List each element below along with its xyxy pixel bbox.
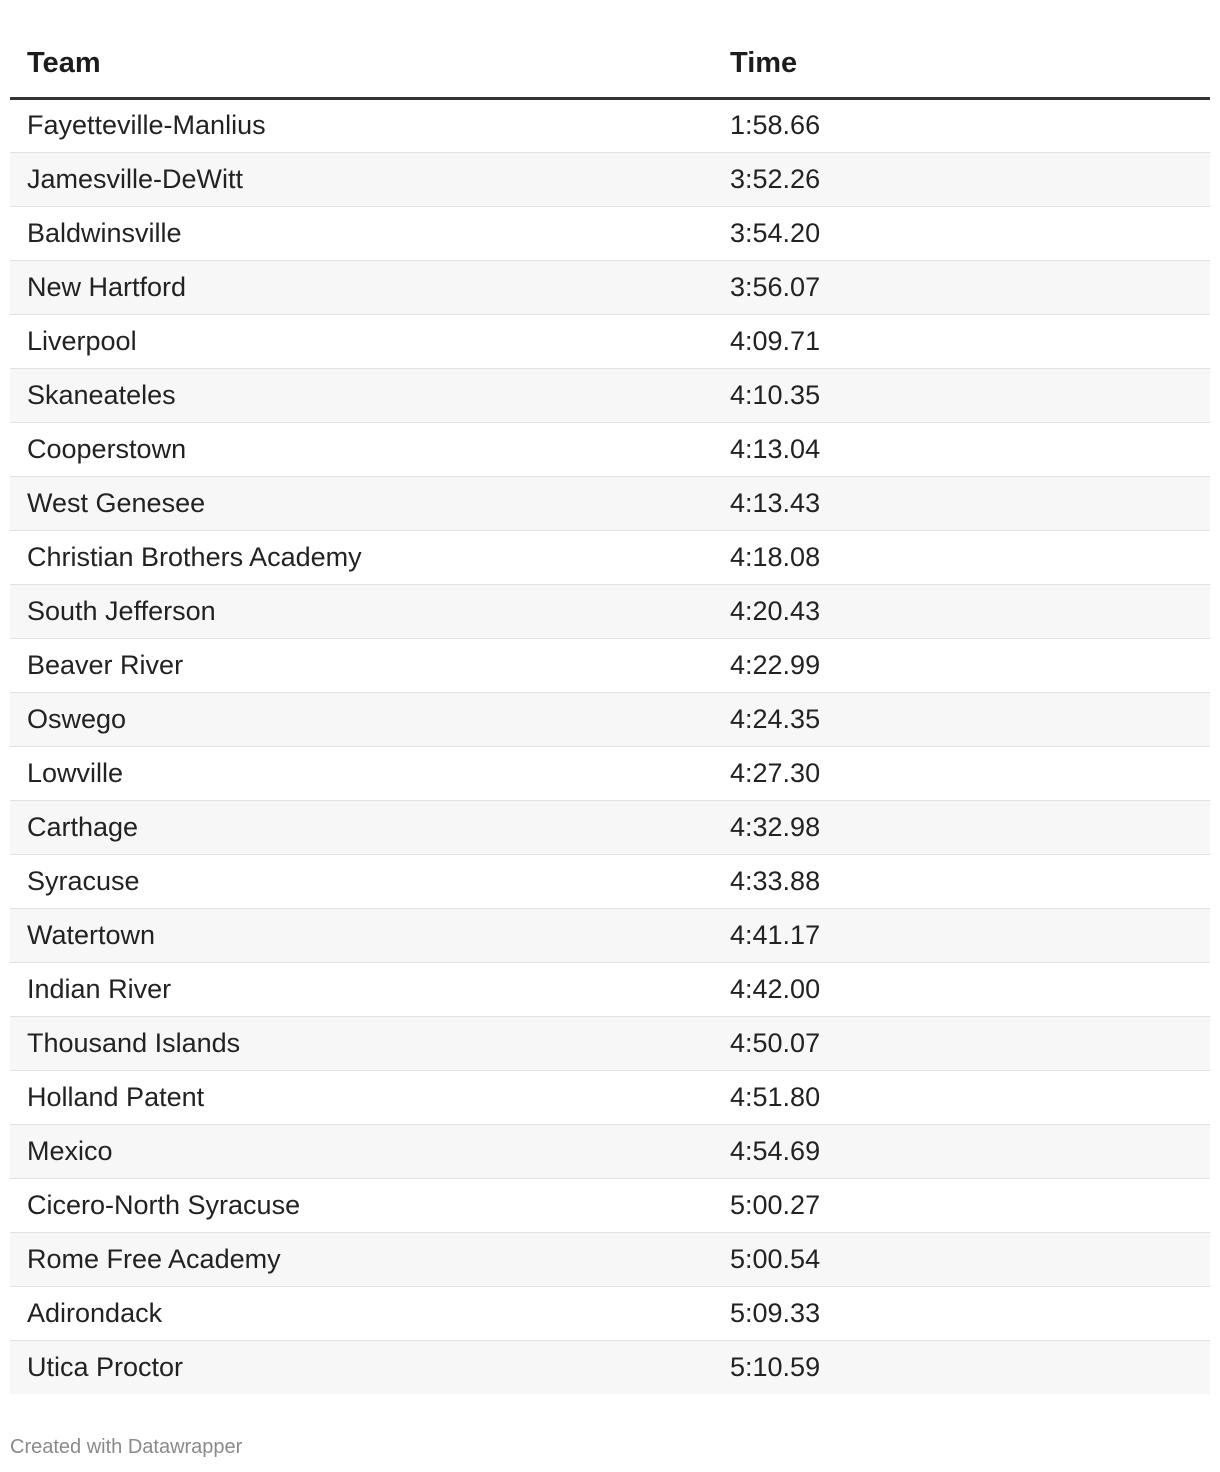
- table-row: [10, 368, 1210, 422]
- header-row: [10, 0, 1210, 98]
- time-cell: 4:24.35: [713, 692, 1210, 746]
- team-cell: Indian River: [10, 962, 713, 1016]
- team-cell: Carthage: [10, 800, 713, 854]
- time-cell: 4:27.30: [713, 746, 1210, 800]
- table-body: [10, 98, 1210, 1394]
- team-cell: Jamesville-DeWitt: [10, 152, 713, 206]
- time-cell: 4:42.00: [713, 962, 1210, 1016]
- table-row: [10, 476, 1210, 530]
- time-cell: 4:41.17: [713, 908, 1210, 962]
- team-cell: Utica Proctor: [10, 1340, 713, 1394]
- time-cell: 5:00.54: [713, 1232, 1210, 1286]
- team-cell: Christian Brothers Academy: [10, 530, 713, 584]
- time-cell: 4:09.71: [713, 314, 1210, 368]
- table-row: [10, 152, 1210, 206]
- table-row: [10, 692, 1210, 746]
- team-cell: Watertown: [10, 908, 713, 962]
- time-cell: 3:56.07: [713, 260, 1210, 314]
- table-row: [10, 1016, 1210, 1070]
- table-row: [10, 1340, 1210, 1394]
- team-cell: Cicero-North Syracuse: [10, 1178, 713, 1232]
- team-cell: Adirondack: [10, 1286, 713, 1340]
- team-cell: New Hartford: [10, 260, 713, 314]
- table-row: [10, 422, 1210, 476]
- team-cell: Baldwinsville: [10, 206, 713, 260]
- table-row: [10, 260, 1210, 314]
- table-row: [10, 530, 1210, 584]
- team-cell: Holland Patent: [10, 1070, 713, 1124]
- table-row: [10, 314, 1210, 368]
- time-cell: 4:33.88: [713, 854, 1210, 908]
- table-row: [10, 98, 1210, 152]
- time-cell: 3:54.20: [713, 206, 1210, 260]
- team-cell: Cooperstown: [10, 422, 713, 476]
- team-cell: Skaneateles: [10, 368, 713, 422]
- team-cell: Fayetteville-Manlius: [10, 98, 713, 152]
- table-header: [10, 0, 1210, 98]
- time-cell: 4:32.98: [713, 800, 1210, 854]
- table-row: [10, 584, 1210, 638]
- team-cell: Lowville: [10, 746, 713, 800]
- time-cell: 4:13.43: [713, 476, 1210, 530]
- team-cell: Liverpool: [10, 314, 713, 368]
- table-row: [10, 962, 1210, 1016]
- column-header-time[interactable]: Time: [713, 0, 1210, 98]
- time-cell: 5:00.27: [713, 1178, 1210, 1232]
- results-table: [10, 0, 1210, 1394]
- table-row: [10, 1232, 1210, 1286]
- time-cell: 4:22.99: [713, 638, 1210, 692]
- table-row: [10, 854, 1210, 908]
- team-cell: South Jefferson: [10, 584, 713, 638]
- time-cell: 4:54.69: [713, 1124, 1210, 1178]
- datawrapper-credit: Created with Datawrapper: [10, 1436, 243, 1458]
- team-cell: Rome Free Academy: [10, 1232, 713, 1286]
- results-table-container: [10, 0, 1210, 1394]
- team-cell: Syracuse: [10, 854, 713, 908]
- table-row: [10, 1070, 1210, 1124]
- time-cell: 4:20.43: [713, 584, 1210, 638]
- table-row: [10, 746, 1210, 800]
- team-cell: West Genesee: [10, 476, 713, 530]
- column-header-team[interactable]: Team: [10, 0, 713, 98]
- table-row: [10, 1124, 1210, 1178]
- team-cell: Thousand Islands: [10, 1016, 713, 1070]
- time-cell: 4:51.80: [713, 1070, 1210, 1124]
- team-cell: Oswego: [10, 692, 713, 746]
- table-row: [10, 908, 1210, 962]
- time-cell: 4:13.04: [713, 422, 1210, 476]
- time-cell: 3:52.26: [713, 152, 1210, 206]
- time-cell: 4:18.08: [713, 530, 1210, 584]
- table-row: [10, 206, 1210, 260]
- time-cell: 5:10.59: [713, 1340, 1210, 1394]
- time-cell: 1:58.66: [713, 98, 1210, 152]
- team-cell: Mexico: [10, 1124, 713, 1178]
- time-cell: 5:09.33: [713, 1286, 1210, 1340]
- time-cell: 4:10.35: [713, 368, 1210, 422]
- time-cell: 4:50.07: [713, 1016, 1210, 1070]
- table-row: [10, 638, 1210, 692]
- table-row: [10, 1286, 1210, 1340]
- table-row: [10, 1178, 1210, 1232]
- team-cell: Beaver River: [10, 638, 713, 692]
- table-row: [10, 800, 1210, 854]
